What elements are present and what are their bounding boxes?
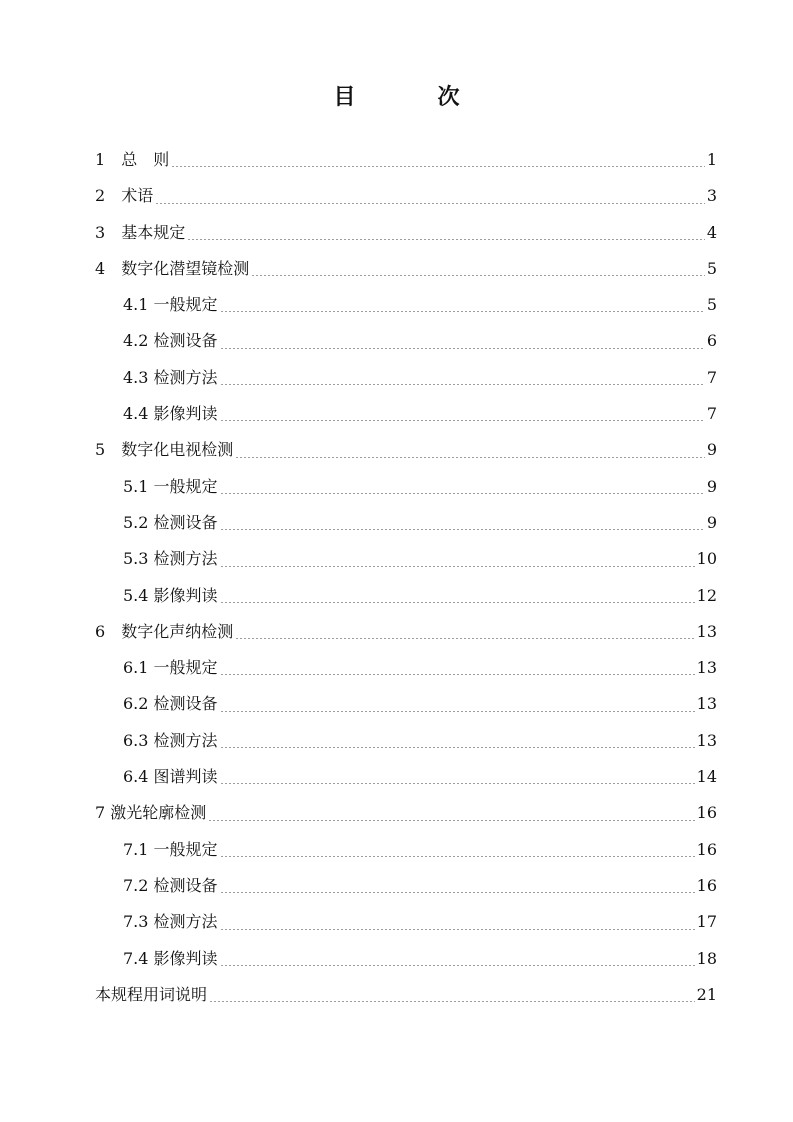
- toc-entry-label: 检测设备: [153, 694, 218, 714]
- toc-entry[interactable]: [95, 759, 717, 795]
- toc-entry-page: 9: [706, 512, 717, 532]
- dot-leader: [220, 929, 695, 930]
- toc-entry-page: 13: [696, 621, 717, 641]
- toc-entry-page: 5: [706, 258, 717, 278]
- toc-entry-number: 7: [95, 803, 111, 823]
- toc-entry[interactable]: [95, 650, 717, 686]
- toc-entry-label: 一般规定: [153, 476, 218, 496]
- toc-entry[interactable]: [95, 578, 717, 614]
- dot-leader: [187, 239, 705, 240]
- toc-entry[interactable]: [95, 904, 717, 940]
- toc-entry-number: 5.3: [123, 549, 154, 569]
- toc-entry-page: 13: [696, 694, 717, 714]
- toc-entry-label: 检测方法: [153, 730, 218, 750]
- toc-entry-page: 16: [696, 839, 717, 859]
- toc-entry-number: 4.2: [123, 331, 154, 351]
- toc-entry-number: 6.4: [123, 767, 154, 787]
- toc-entry-page: 5: [706, 295, 717, 315]
- toc-entry-label: 术语: [121, 186, 154, 206]
- toc-entry-number: 2: [95, 186, 122, 206]
- toc-entry-page: 9: [706, 476, 717, 496]
- dot-leader: [220, 711, 695, 712]
- toc-entry-number: 6.1: [123, 658, 154, 678]
- dot-leader: [208, 820, 694, 821]
- toc-entry-page: 16: [696, 803, 717, 823]
- toc-entry-label: 检测设备: [153, 512, 218, 532]
- toc-entry[interactable]: [95, 432, 717, 468]
- toc-entry-page: 7: [706, 367, 717, 387]
- toc-entry-page: 7: [706, 404, 717, 424]
- toc-entry[interactable]: [95, 142, 717, 178]
- toc-entry-number: 5.1: [123, 476, 154, 496]
- toc-entry-number: 4.3: [123, 367, 154, 387]
- toc-entry-page: 16: [696, 875, 717, 895]
- toc-entry[interactable]: [95, 541, 717, 577]
- dot-leader: [235, 457, 705, 458]
- toc-entry-label: 检测方法: [153, 549, 218, 569]
- toc-entry[interactable]: [95, 723, 717, 759]
- toc-entry-page: 12: [696, 585, 717, 605]
- toc-entry-label: 总 则: [121, 150, 170, 169]
- toc-entry-label: 影像判读: [153, 948, 218, 968]
- dot-leader: [220, 783, 695, 784]
- toc-entry[interactable]: [95, 469, 717, 505]
- toc-entry-number: 6.2: [123, 694, 154, 714]
- toc-entry-page: 6: [706, 331, 717, 351]
- toc-entry-page: 14: [696, 767, 717, 787]
- toc-entry-number: 1: [95, 150, 122, 169]
- toc-entry-number: 6: [95, 621, 122, 641]
- dot-leader: [220, 311, 705, 312]
- dot-leader: [220, 747, 695, 748]
- toc-entry-number: 3: [95, 222, 122, 242]
- toc-entry-number: 4: [95, 258, 122, 278]
- toc-entry[interactable]: [95, 360, 717, 396]
- toc-entry-page: 10: [696, 549, 717, 569]
- toc-entry[interactable]: [95, 396, 717, 432]
- toc-entry[interactable]: [95, 832, 717, 868]
- toc-entry-label: 检测方法: [153, 912, 218, 932]
- toc-entry[interactable]: [95, 868, 717, 904]
- toc-entry[interactable]: [95, 686, 717, 722]
- dot-leader: [220, 892, 695, 893]
- dot-leader: [220, 602, 695, 603]
- dot-leader: [220, 566, 695, 567]
- dot-leader: [171, 166, 705, 167]
- toc-entry-number: 5.4: [123, 585, 154, 605]
- dot-leader: [251, 275, 705, 276]
- toc-entry-number: 5: [95, 440, 122, 460]
- toc-entry-label: 数字化潜望镜检测: [121, 258, 250, 278]
- toc-entry[interactable]: [95, 251, 717, 287]
- dot-leader: [235, 638, 694, 639]
- toc-entry-label: 检测设备: [153, 875, 218, 895]
- toc-entry-label: 影像判读: [153, 404, 218, 424]
- dot-leader: [220, 529, 705, 530]
- toc-entry-label: 本规程用词说明: [95, 984, 208, 1004]
- toc-entry-number: 4.4: [123, 404, 154, 424]
- toc-entry-page: 4: [706, 222, 717, 242]
- dot-leader: [155, 203, 705, 204]
- toc-entry[interactable]: [95, 215, 717, 251]
- toc-entry[interactable]: [95, 178, 717, 214]
- toc-entry-label: 基本规定: [121, 222, 186, 242]
- toc-entry-label: 一般规定: [153, 295, 218, 315]
- toc-entry-page: 17: [696, 912, 717, 932]
- dot-leader: [220, 348, 705, 349]
- toc-entry-number: 7.4: [123, 948, 154, 968]
- toc-entry-label: 检测设备: [153, 331, 218, 351]
- toc-entry-label: 一般规定: [153, 658, 218, 678]
- toc-entry-label: 数字化声纳检测: [121, 621, 234, 641]
- toc-entry[interactable]: [95, 941, 717, 977]
- toc-entry-label: 图谱判读: [153, 767, 218, 787]
- toc-entry-page: 3: [706, 186, 717, 206]
- dot-leader: [220, 965, 695, 966]
- toc-entry[interactable]: [95, 977, 717, 1013]
- dot-leader: [220, 493, 705, 494]
- toc-entry[interactable]: [95, 323, 717, 359]
- dot-leader: [220, 856, 695, 857]
- toc-entry[interactable]: [95, 614, 717, 650]
- toc-entry[interactable]: [95, 505, 717, 541]
- toc-entry[interactable]: [95, 287, 717, 323]
- dot-leader: [220, 420, 705, 421]
- page-title: 目 次: [333, 84, 490, 110]
- toc-entry-number: 7.3: [123, 912, 154, 932]
- toc-entry-page: 1: [706, 150, 717, 169]
- dot-leader: [220, 384, 705, 385]
- toc-entry-label: 数字化电视检测: [121, 440, 234, 460]
- dot-leader: [220, 674, 695, 675]
- dot-leader: [209, 1001, 695, 1002]
- table-of-contents: [95, 142, 717, 1013]
- toc-entry-page: 18: [696, 948, 717, 968]
- toc-entry-label: 检测方法: [153, 367, 218, 387]
- toc-entry-page: 13: [696, 730, 717, 750]
- toc-entry-label: 影像判读: [153, 585, 218, 605]
- toc-entry-page: 9: [706, 440, 717, 460]
- toc-entry[interactable]: [95, 795, 717, 831]
- toc-entry-number: 4.1: [123, 295, 154, 315]
- toc-entry-number: 7.1: [123, 839, 154, 859]
- toc-entry-number: 6.3: [123, 730, 154, 750]
- toc-entry-label: 激光轮廓检测: [110, 803, 207, 823]
- toc-entry-label: 一般规定: [153, 839, 218, 859]
- toc-entry-page: 21: [696, 984, 717, 1004]
- toc-entry-number: 5.2: [123, 512, 154, 532]
- toc-entry-page: 13: [696, 658, 717, 678]
- toc-entry-number: 7.2: [123, 875, 154, 895]
